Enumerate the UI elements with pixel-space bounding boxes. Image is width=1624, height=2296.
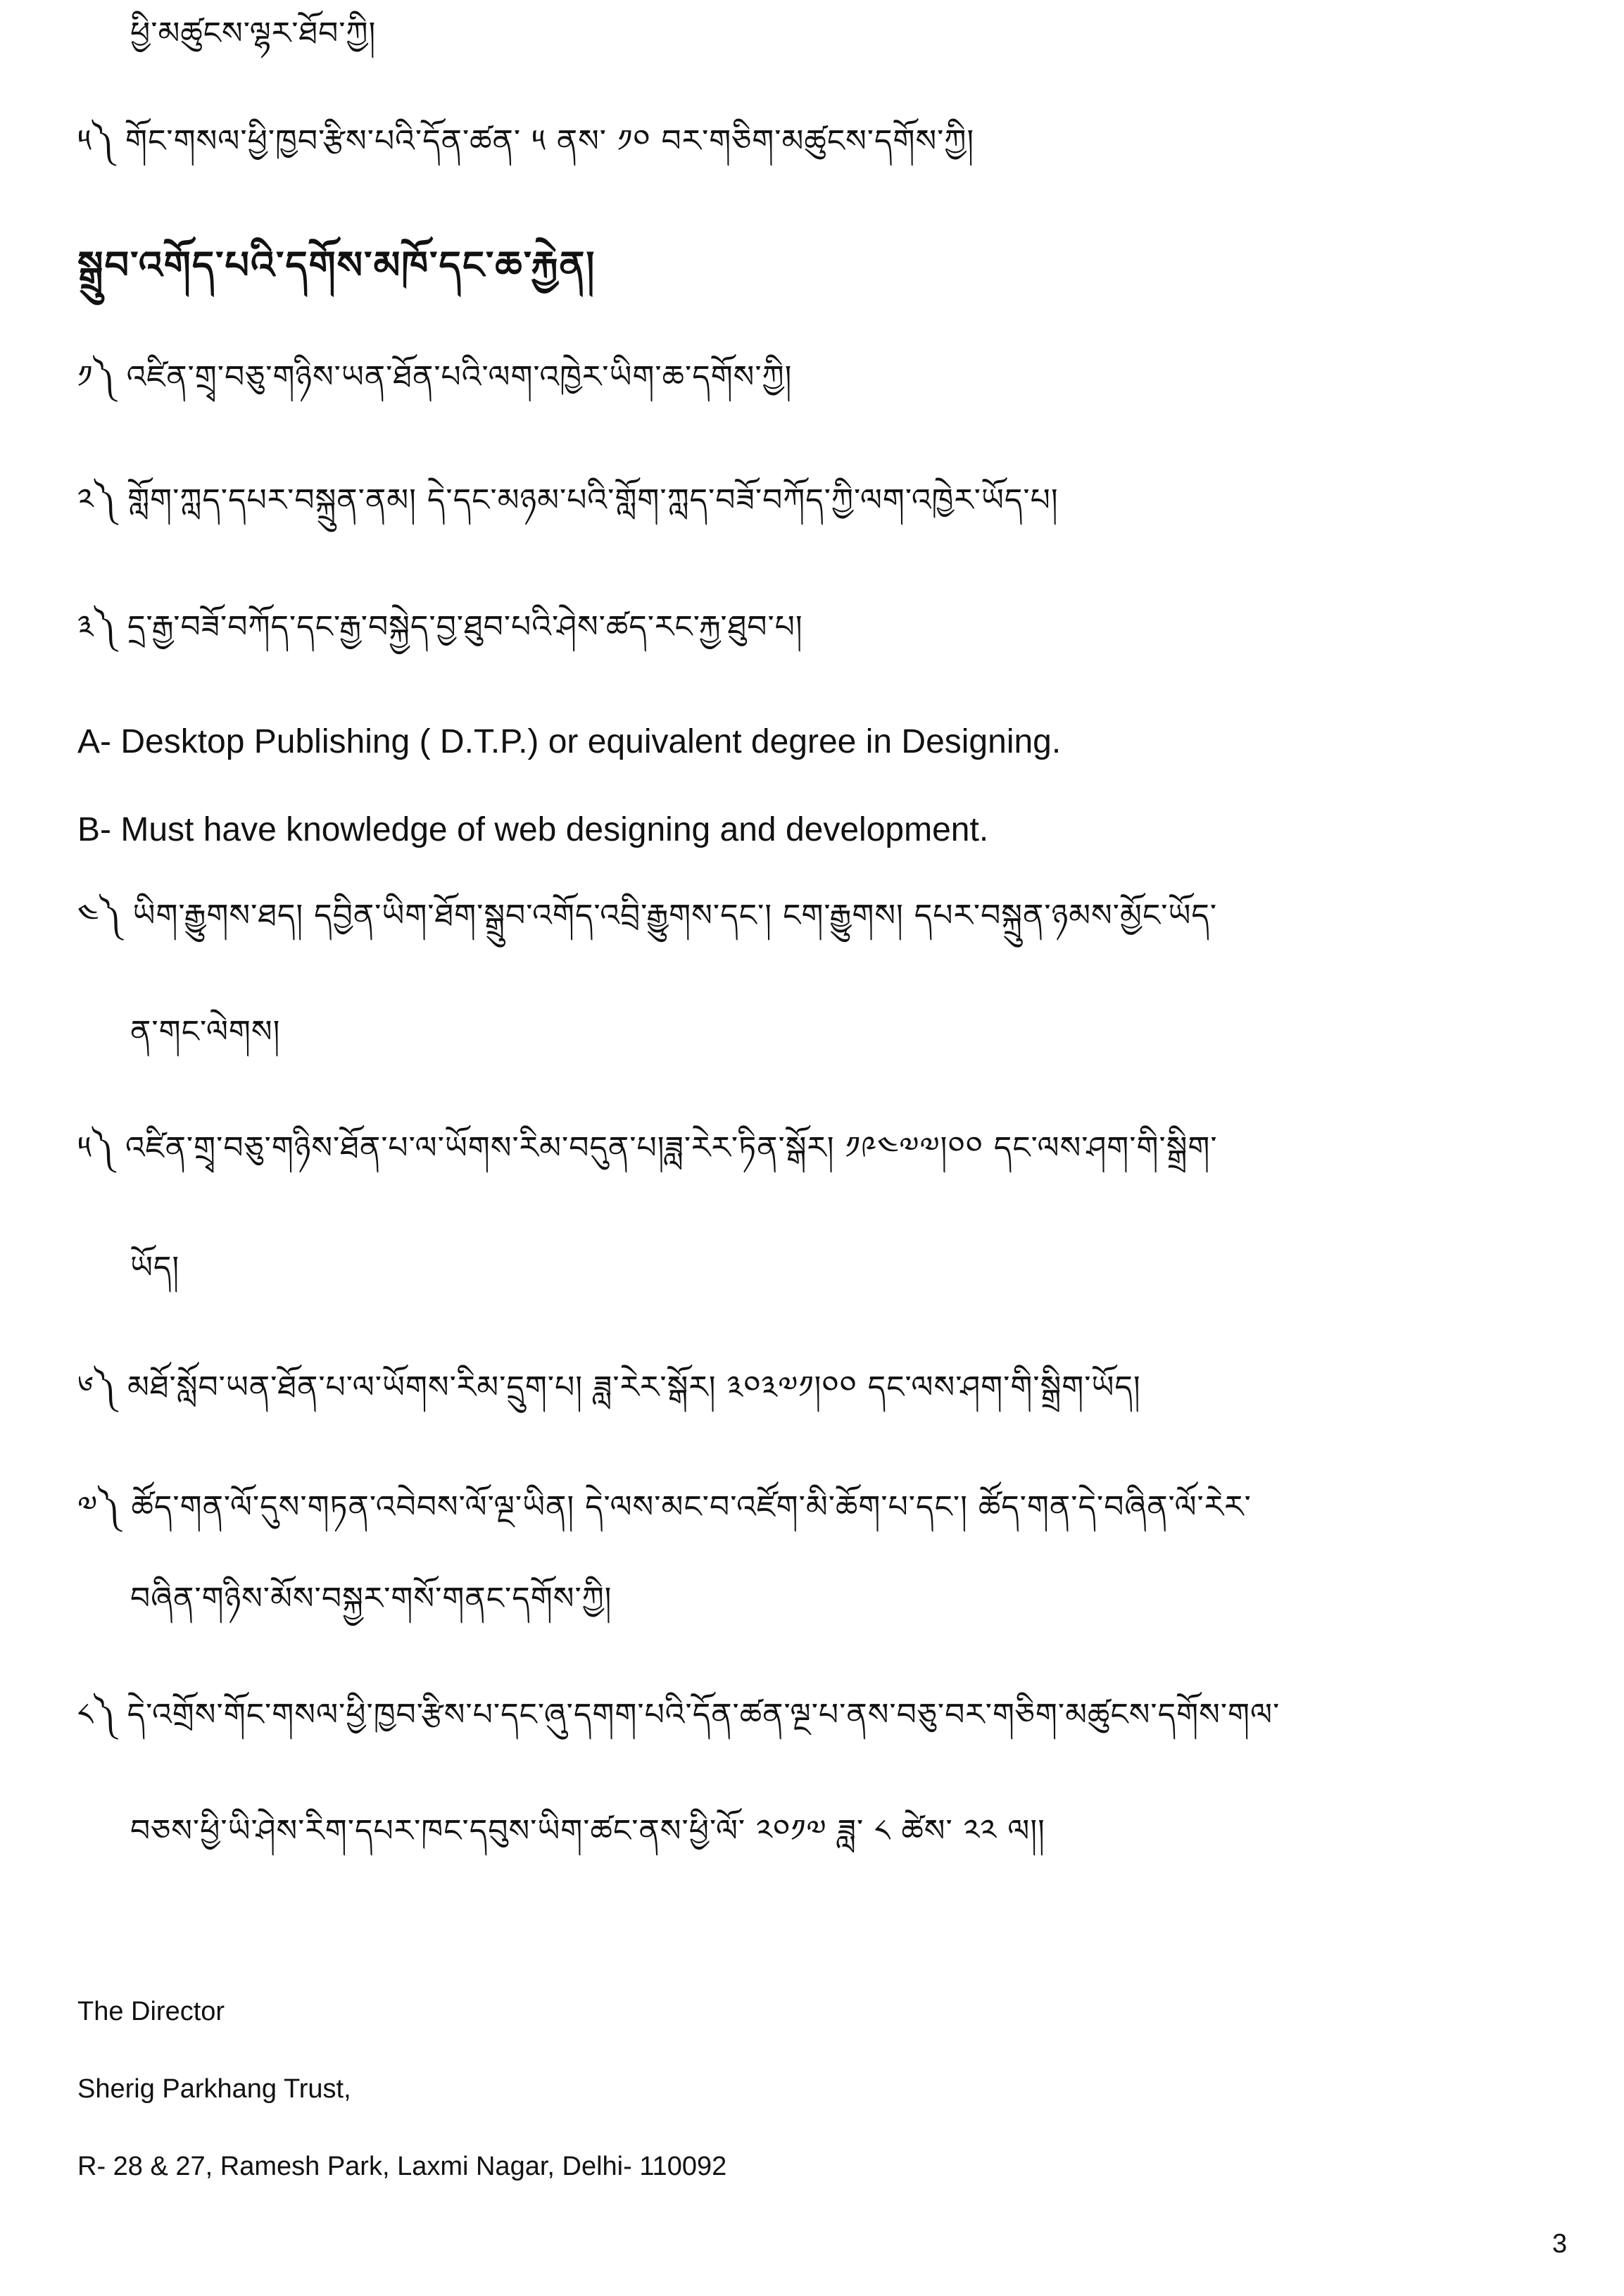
signature-organization: Sherig Parkhang Trust,	[77, 2074, 351, 2104]
doc-line-1: ཕྱི་མཚུངས་ལྷར་ཐོབ་ཀྱི།	[130, 15, 377, 51]
doc-line-11: ༥༽ འཛིན་གྲྭ་བཅུ་གཉིས་ཐོན་པ་ལ་ཡོགས་རིམ་བདུན་པ།ཟླ་རེར་ཏིན་སྒོར། ༡༩༤༧༧།༠༠ དང་ལས་ཤག་གི་སྒྲིག་	[77, 1130, 1218, 1166]
doc-line-5: ༢༽ གློག་ཀླད་དཔར་བསྐྲུན་ནམ། དེ་དང་མཉམ་པའི་གློག་ཀླད་བཟོ་བཀོད་ཀྱི་ལག་འཁྱེར་ཡོད་པ།	[77, 482, 1059, 518]
signature-title: The Director	[77, 1997, 225, 2026]
doc-line-2: ༥༽ གོང་གསལ་ཕྱི་ཁྱབ་རྩིས་པའི་དོན་ཚན་ ༥ ནས་ ༡༠ བར་གཅིག་མཚུངས་དགོས་ཀྱི།	[77, 123, 975, 159]
doc-line-4: ༡༽ འཛིན་གྲྭ་བཅུ་གཉིས་ཡན་ཐོན་པའི་ལག་འཁྱེར་ཡིག་ཆ་དགོས་ཀྱི།	[77, 359, 793, 395]
requirement-a: A- Desktop Publishing ( D.T.P.) or equivalent degree in Designing.	[77, 723, 1062, 760]
signature-address: R- 28 & 27, Ramesh Park, Laxmi Nagar, Delhi- 110092	[77, 2152, 727, 2181]
doc-line-13: ༦༽ མཐོ་སློབ་ཡན་ཐོན་པ་ལ་ཡོགས་རིམ་དྲུག་པ། ཟླ་རེར་སྒོར། ༣༠༣༧༡།༠༠ དང་ལས་ཤག་གི་སྒྲིག་ཡོད།	[77, 1369, 1141, 1405]
section-heading: སྒྲུབ་འགོད་པའི་དགོས་མཁོ་དང་ཆ་རྐྱེན།	[77, 243, 596, 287]
doc-line-15: བཞིན་གཉིས་མོས་བསྐྱར་གསོ་གནང་དགོས་ཀྱི།	[130, 1581, 612, 1617]
requirement-b: B- Must have knowledge of web designing and development.	[77, 811, 989, 848]
doc-line-17: བཅས་ཕྱི་ཡི་ཤེས་རིག་དཔར་ཁང་དབུས་ཡིག་ཚང་ནས་ཕྱི་ལོ་ ༢༠༡༧ ཟླ་ ༨ ཚེས་ ༢༢ ལ།།	[130, 1813, 1045, 1849]
page-number: 3	[1552, 2229, 1568, 2259]
doc-line-6: ༣༽ དྲ་རྒྱ་བཟོ་བཀོད་དང་རྒྱ་བསྐྱེད་བྱ་ཐུབ་པའི་ཤེས་ཚད་རང་རྐྱ་ཐུབ་པ།	[77, 609, 803, 645]
doc-line-9: ༤༽ ཡིག་རྒྱུགས་ཐད། དབྱིན་ཡིག་ཐོག་སྒྲུབ་འགོད་འབྲི་རྒྱུགས་དང་། ངག་རྒྱུགས། དཔར་བསྐྲུན་ཉམས་མྱོང་ཡོད་	[77, 898, 1218, 934]
doc-line-16: ༨༽ དེ་འགྲོས་གོང་གསལ་ཕྱི་ཁྱབ་རྩིས་པ་དང་ཞུ་དགག་པའི་དོན་ཚན་ལྔ་པ་ནས་བཅུ་བར་གཅིག་མཚུངས་དགོས་གལ་	[77, 1697, 1280, 1733]
doc-line-14: ༧༽ ཚོད་གན་ལོ་དུས་གཏན་འབེབས་ལོ་ལྔ་ཡིན། དེ་ལས་མང་བ་འཛོག་མི་ཆོག་པ་དང་། ཚོད་གན་དེ་བཞིན་ལོ་རེར་	[77, 1489, 1252, 1525]
doc-line-12: ཡོད།	[130, 1250, 180, 1286]
doc-line-10: ན་གང་ལེགས།	[130, 1014, 281, 1050]
